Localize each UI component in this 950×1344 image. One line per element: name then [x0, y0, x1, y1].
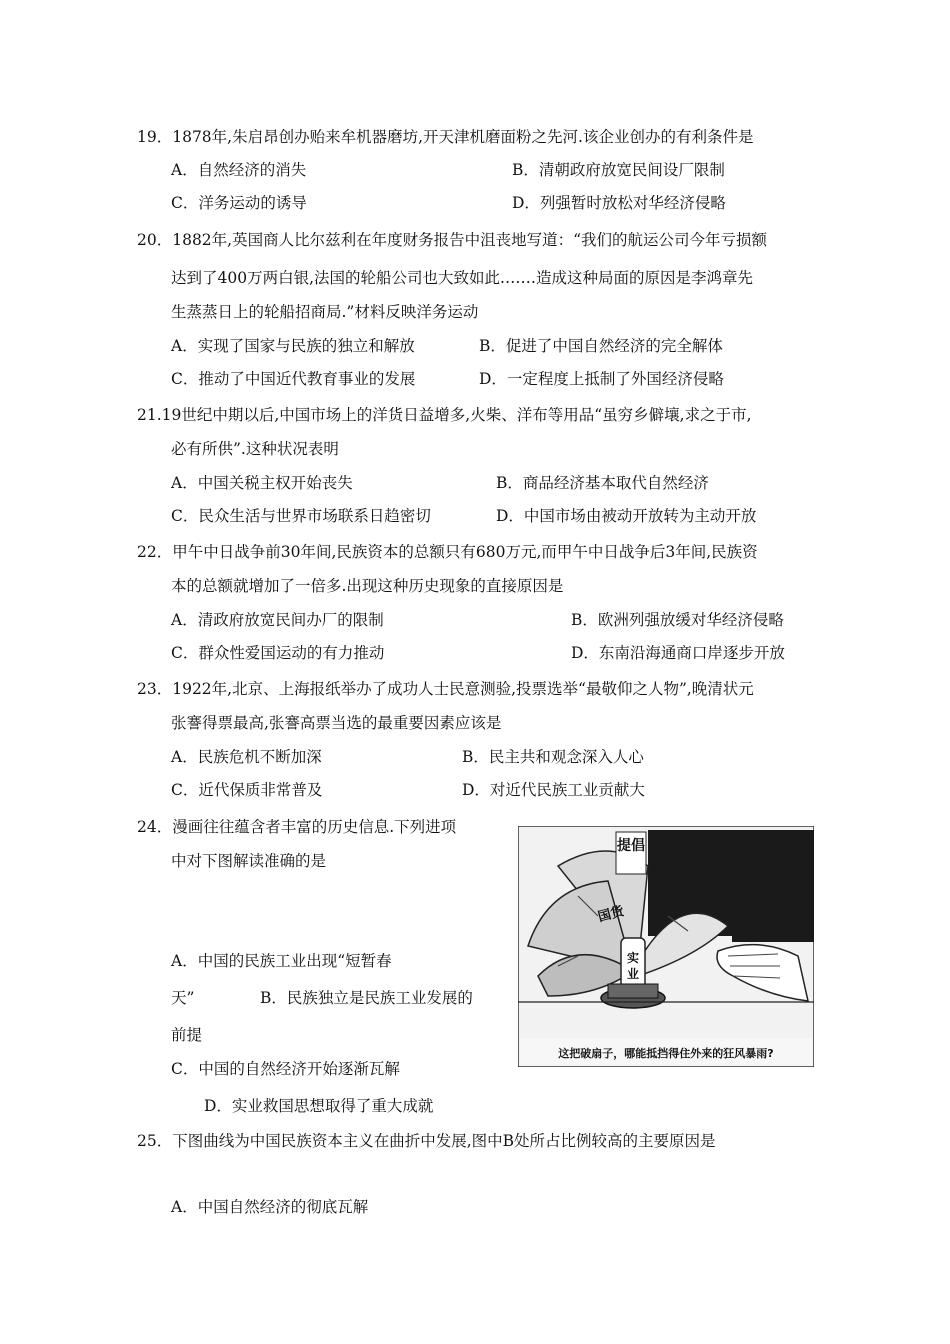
- q24-option-a-line-1: A．中国的民族工业出现“短暂春: [171, 952, 392, 970]
- cartoon-caption: 这把破扇子，哪能抵挡得住外来的狂风暴雨?: [558, 1047, 774, 1060]
- q23-stem-line-1: 23．1922年,北京、上海报纸举办了成功人士民意测验,投票选举“最敬仰之人物”,晚清状元: [137, 680, 754, 698]
- q21-option-a: A．中国关税主权开始丧失: [171, 474, 353, 492]
- q22-stem-line-2: 本的总额就增加了一倍多.出现这种历史现象的直接原因是: [171, 577, 564, 595]
- q20-option-c: C．推动了中国近代教育事业的发展: [171, 370, 416, 388]
- q20-option-b: B．促进了中国自然经济的完全解体: [479, 337, 723, 355]
- q20-stem-line-1: 20．1882年,英国商人比尔兹利在年度财务报告中沮丧地写道：“我们的航运公司今年亏损额: [137, 231, 768, 249]
- q20-option-a: A．实现了国家与民族的独立和解放: [171, 337, 415, 355]
- q23-option-c: C．近代保质非常普及: [171, 781, 323, 799]
- q22-stem-line-1: 22．甲午中日战争前30年间,民族资本的总额只有680万元,而甲午中日战争后3年间,民族资: [137, 543, 758, 561]
- q23-option-a: A．民族危机不断加深: [171, 748, 322, 766]
- cartoon-label-fan: 国货: [596, 904, 626, 926]
- q24-option-b-line-1: B．民族独立是民族工业发展的: [260, 989, 473, 1007]
- q21-option-b: B．商品经济基本取代自然经济: [496, 474, 709, 492]
- q20-stem-line-2: 达到了400万两白银,法国的轮船公司也大致如此.……造成这种局面的原因是李鸿章先: [171, 269, 753, 287]
- q24-cartoon-image: [518, 826, 814, 1067]
- q19-option-c: C．洋务运动的诱导: [171, 194, 307, 212]
- q24-stem-line-2: 中对下图解读准确的是: [171, 852, 327, 870]
- q19-option-b: B．清朝政府放宽民间设厂限制: [512, 161, 725, 179]
- q24-option-a-line-2: 天”: [171, 989, 195, 1007]
- q22-option-b: B．欧洲列强放缓对华经济侵略: [571, 611, 784, 629]
- q19-option-d: D．列强暂时放松对华经济侵略: [512, 194, 726, 212]
- cartoon-label-base-1: 实: [626, 951, 640, 965]
- q22-option-a: A．清政府放宽民间办厂的限制: [171, 611, 384, 629]
- q25-option-a: A．中国自然经济的彻底瓦解: [171, 1198, 369, 1216]
- cartoon-label-base-2: 业: [626, 967, 640, 981]
- q24-option-d: D．实业救国思想取得了重大成就: [204, 1097, 434, 1115]
- q25-stem: 25．下图曲线为中国民族资本主义在曲折中发展,图中B处所占比例较高的主要原因是: [137, 1132, 716, 1150]
- q24-option-c: C．中国的自然经济开始逐渐瓦解: [171, 1060, 400, 1078]
- q19-stem: 19．1878年,朱启昂创办贻来牟机器磨坊,开天津机磨面粉之先河.该企业创办的有利条件是: [137, 128, 754, 146]
- q22-option-d: D．东南沿海通商口岸逐步开放: [571, 644, 785, 662]
- q20-option-d: D．一定程度上抵制了外国经济侵略: [479, 370, 724, 388]
- q21-stem-line-1: 21.19世纪中期以后,中国市场上的洋货日益增多,火柴、洋布等用品“虽穷乡僻壤,求之于市,: [137, 406, 752, 424]
- q21-option-d: D．中国市场由被动开放转为主动开放: [496, 507, 757, 525]
- q21-option-c: C．民众生活与世界市场联系日趋密切: [171, 507, 431, 525]
- q23-option-d: D．对近代民族工业贡献大: [462, 781, 645, 799]
- q24-option-b-line-2: 前提: [171, 1026, 203, 1044]
- cartoon-label-top: 提倡: [617, 838, 645, 854]
- q20-stem-line-3: 生蒸蒸日上的轮船招商局.”材料反映洋务运动: [171, 303, 479, 321]
- q23-stem-line-2: 张謇得票最高,张謇高票当选的最重要因素应该是: [171, 714, 502, 732]
- q19-option-a: A．自然经济的消失: [171, 161, 307, 179]
- q23-option-b: B．民主共和观念深入人心: [462, 748, 644, 766]
- q24-stem-line-1: 24．漫画往往蕴含者丰富的历史信息.下列进项: [137, 818, 457, 836]
- q21-stem-line-2: 必有所供”.这种状况表明: [171, 440, 339, 458]
- q22-option-c: C．群众性爱国运动的有力推动: [171, 644, 385, 662]
